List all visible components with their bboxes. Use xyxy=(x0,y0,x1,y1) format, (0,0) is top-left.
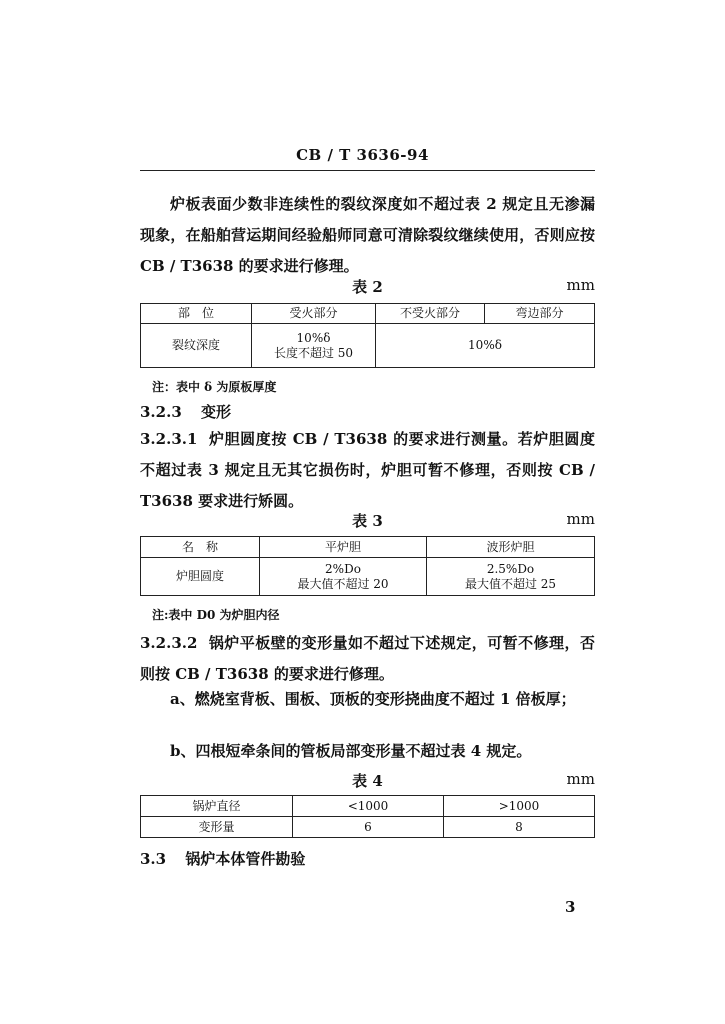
section-3-2-3-1-text: 炉胆圆度按 CB / T3638 的要求进行测量。若炉胆圆度不超过表 3 规定且无其它损伤时，炉胆可暂不修理，否则按 CB / T3638 要求进行矫圆。 xyxy=(140,430,595,510)
section-3-3-number: 3.3 xyxy=(140,850,167,868)
table4-unit: mm xyxy=(566,770,595,788)
table3-flat-line2: 最大值不超过 20 xyxy=(297,576,389,591)
table2-unit: mm xyxy=(566,276,595,294)
table2-header-bend: 弯边部分 xyxy=(485,304,595,324)
section-3-2-3-2-number: 3.2.3.2 xyxy=(140,634,198,652)
table3-wave-cell xyxy=(427,558,595,596)
table2-header-unfired: 不受火部分 xyxy=(376,304,485,324)
table3-flat-cell xyxy=(260,558,427,596)
table4-caption: 表 4 xyxy=(352,772,383,790)
table2-fired-line2: 长度不超过 50 xyxy=(273,345,354,360)
table3-note: 注:表中 D0 为炉胆内径 xyxy=(152,608,280,622)
header-rule xyxy=(140,170,595,171)
table2-fired-line1: 10%δ xyxy=(296,330,331,345)
table4-header-small: <1000 xyxy=(293,796,444,817)
table3-flat-line1: 2%Do xyxy=(325,561,361,576)
table2-fired-cell xyxy=(252,324,376,368)
section-3-2-3-number: 3.2.3 xyxy=(140,403,182,421)
section-3-2-3-1-number: 3.2.3.1 xyxy=(140,430,198,448)
table4-row-label: 变形量 xyxy=(141,817,293,838)
table2-other-cell: 10%δ xyxy=(376,324,595,368)
table3 xyxy=(140,536,595,596)
table2-header-fired: 受火部分 xyxy=(252,304,376,324)
table2-header-part: 部 位 xyxy=(141,304,252,324)
section-3-2-3-2-text: 锅炉平板壁的变形量如不超过下述规定，可暂不修理，否则按 CB / T3638 的要求进行修理。 xyxy=(140,634,595,683)
table3-caption: 表 3 xyxy=(352,512,383,530)
table4 xyxy=(140,795,595,838)
page-number: 3 xyxy=(565,898,576,916)
table2-caption: 表 2 xyxy=(352,278,383,296)
table3-wave-line1: 2.5%Do xyxy=(486,561,535,576)
table3-header-flat: 平炉胆 xyxy=(260,537,427,558)
table4-header-large: >1000 xyxy=(444,796,595,817)
table3-header-wave: 波形炉胆 xyxy=(427,537,595,558)
table4-value-small: 6 xyxy=(293,817,444,838)
table4-value-large: 8 xyxy=(444,817,595,838)
section-3-3-title: 锅炉本体管件勘验 xyxy=(185,850,306,868)
section-3-2-3-1 xyxy=(140,424,595,517)
table4-header-diameter: 锅炉直径 xyxy=(141,796,293,817)
item-a: a、燃烧室背板、围板、顶板的变形挠曲度不超过 1 倍板厚； xyxy=(170,690,576,708)
section-3-2-3-title: 变形 xyxy=(201,403,232,421)
table2-note: 注：表中 δ 为原板厚度 xyxy=(152,380,277,394)
table2 xyxy=(140,303,595,368)
intro-paragraph: 炉板表面少数非连续性的裂纹深度如不超过表 2 规定且无渗漏现象，在船舶营运期间经验船师同意可清除裂纹继续使用，否则应按 CB / T3638 的要求进行修理。 xyxy=(140,195,595,275)
table3-unit: mm xyxy=(566,510,595,528)
document-header: CB / T 3636-94 xyxy=(296,146,429,164)
section-3-2-3 xyxy=(140,401,231,422)
section-3-3 xyxy=(140,848,305,869)
table3-wave-line2: 最大值不超过 25 xyxy=(464,576,557,591)
section-3-2-3-2 xyxy=(140,628,595,690)
table3-header-name: 名 称 xyxy=(141,537,260,558)
table2-row-label: 裂纹深度 xyxy=(141,324,252,368)
table3-row-label: 炉胆圆度 xyxy=(141,558,260,596)
item-b: b、四根短牵条间的管板局部变形量不超过表 4 规定。 xyxy=(170,742,532,760)
